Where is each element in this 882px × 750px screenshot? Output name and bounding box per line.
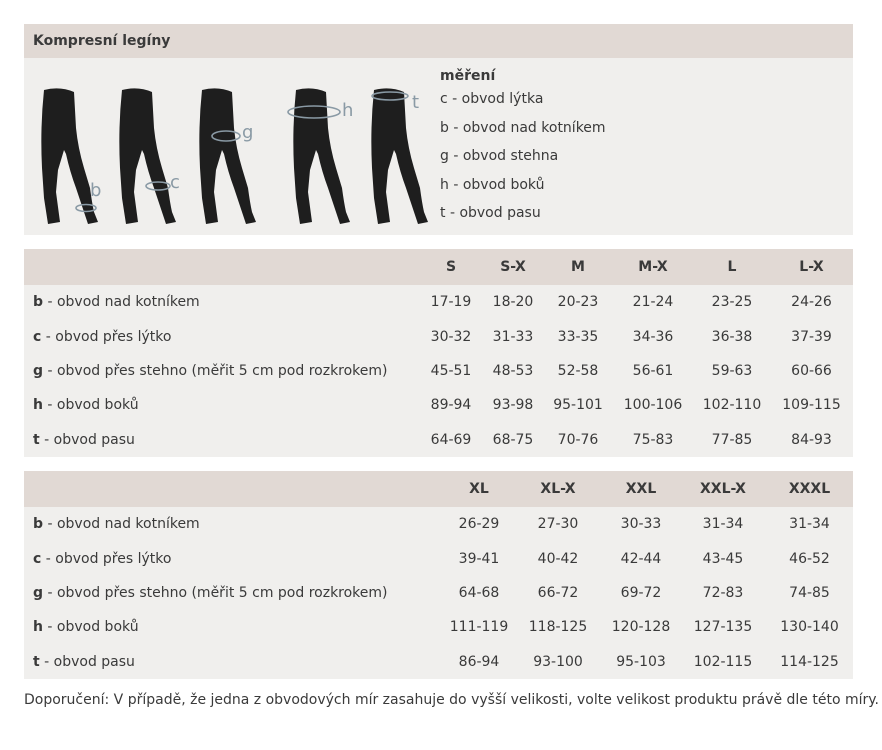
table-cell: 75-83: [632, 431, 674, 448]
table-cell: 74-85: [789, 584, 830, 601]
leg-figure-g: [196, 88, 266, 228]
table-cell: 52-58: [557, 362, 599, 379]
row-label: t - obvod pasu: [33, 431, 135, 448]
table-cell: 56-61: [632, 362, 674, 379]
table-cell: 69-72: [620, 584, 662, 601]
table-cell: 111-119: [449, 619, 509, 636]
table-cell: 43-45: [702, 550, 744, 567]
table-cell: 84-93: [791, 431, 832, 448]
table-cell: 27-30: [537, 516, 579, 533]
table-cell: 127-135: [693, 619, 753, 636]
table-cell: 34-36: [632, 328, 674, 345]
table-row: [24, 645, 853, 679]
leg-figure-c: [116, 88, 186, 228]
table-cell: 93-98: [492, 397, 534, 414]
size-header-cell: S: [445, 259, 457, 275]
table-cell: 100-106: [623, 397, 683, 414]
table-cell: 24-26: [791, 294, 832, 311]
table-row: [24, 319, 853, 353]
section-title: [24, 24, 853, 58]
row-label: c - obvod přes lýtko: [33, 328, 172, 345]
size-header-row: [24, 249, 853, 285]
table-row: [24, 423, 853, 457]
size-header-cell: M-X: [638, 259, 668, 275]
table-cell: 64-69: [430, 431, 472, 448]
size-header-cell: XL: [469, 480, 489, 497]
measurement-legend-title: měření: [440, 68, 496, 84]
size-header-row: [24, 471, 853, 507]
row-label: b - obvod nad kotníkem: [33, 516, 200, 533]
table-cell: 64-68: [458, 584, 500, 601]
table-cell: 60-66: [791, 362, 832, 379]
table-cell: 48-53: [492, 362, 534, 379]
measurement-legend-item: h - obvod boků: [440, 176, 545, 193]
table-cell: 42-44: [620, 550, 662, 567]
table-cell: 31-34: [702, 516, 744, 533]
table-cell: 17-19: [430, 294, 472, 311]
size-chart: [24, 24, 879, 708]
table-cell: 95-103: [616, 653, 666, 670]
size-header-cell: XXL-X: [700, 480, 746, 497]
size-header-cell: XXXL: [788, 480, 831, 497]
measurement-guide: [24, 58, 853, 235]
figure-label-g: g: [242, 122, 254, 143]
table-cell: 37-39: [791, 328, 832, 345]
table-cell: 46-52: [789, 550, 830, 567]
measurement-legend-item: t - obvod pasu: [440, 205, 541, 221]
table-cell: 120-128: [611, 619, 671, 636]
row-label: b - obvod nad kotníkem: [33, 294, 200, 311]
row-label: h - obvod boků: [33, 619, 139, 636]
table-cell: 102-115: [693, 653, 753, 670]
table-cell: 18-20: [492, 294, 534, 311]
table-cell: 30-33: [620, 516, 662, 533]
section-title-text: Kompresní legíny: [33, 33, 171, 49]
figure-label-c: c: [170, 172, 180, 193]
table-cell: 68-75: [492, 431, 534, 448]
recommendation-note: Doporučení: V případě, že jedna z obvodových mír zasahuje do vyšší velikosti, volte velikost produktu právě dle této míry.: [24, 691, 879, 708]
table-row: [24, 610, 853, 644]
table-cell: 93-100: [533, 653, 583, 670]
size-header-cell: L: [727, 259, 737, 275]
leg-figure-b: [38, 88, 108, 228]
table-cell: 70-76: [557, 431, 599, 448]
figure-label-b: b: [90, 180, 102, 201]
table-cell: 40-42: [537, 550, 579, 567]
leg-figure-h: [274, 88, 364, 228]
table-cell: 77-85: [711, 431, 753, 448]
table-cell: 114-125: [780, 653, 839, 670]
table-cell: 89-94: [430, 397, 472, 414]
measurement-legend: [440, 67, 606, 228]
table-cell: 95-101: [553, 397, 603, 414]
figure-label-t: t: [412, 92, 420, 113]
figure-label-h: h: [342, 100, 354, 121]
table-row: [24, 541, 853, 575]
table-cell: 86-94: [458, 653, 500, 670]
table-cell: 31-33: [492, 328, 534, 345]
row-label: t - obvod pasu: [33, 653, 135, 670]
table-cell: 31-34: [789, 516, 830, 533]
row-label: g - obvod přes stehno (měřit 5 cm pod rozkrokem): [33, 362, 388, 379]
measurement-legend-item: b - obvod nad kotníkem: [440, 119, 606, 136]
table-cell: 72-83: [702, 584, 744, 601]
table-row: [24, 576, 853, 610]
size-header-cell: M: [571, 259, 585, 275]
table-cell: 109-115: [782, 397, 841, 414]
table-cell: 23-25: [711, 294, 753, 311]
size-table-large: [24, 471, 853, 679]
row-label: c - obvod přes lýtko: [33, 550, 172, 567]
table-cell: 66-72: [537, 584, 579, 601]
table-cell: 33-35: [557, 328, 599, 345]
table-cell: 102-110: [702, 397, 762, 414]
table-cell: 118-125: [528, 619, 588, 636]
table-cell: 21-24: [632, 294, 674, 311]
table-cell: 130-140: [780, 619, 839, 636]
size-header-cell: S-X: [500, 259, 526, 275]
table-cell: 20-23: [557, 294, 599, 311]
header-empty-cell: [24, 471, 444, 507]
table-row: [24, 507, 853, 541]
table-cell: 59-63: [711, 362, 753, 379]
size-header-cell: XL-X: [540, 480, 576, 497]
measurement-legend-item: g - obvod stehna: [440, 148, 559, 164]
table-row: [24, 285, 853, 319]
size-table-small: [24, 249, 853, 457]
size-header-cell: L-X: [799, 259, 824, 275]
table-cell: 36-38: [711, 328, 753, 345]
table-cell: 30-32: [430, 328, 472, 345]
measurement-legend-item: c - obvod lýtka: [440, 91, 544, 107]
leg-figure-t: [368, 88, 438, 228]
size-header-cell: XXL: [625, 480, 657, 497]
row-label: g - obvod přes stehno (měřit 5 cm pod rozkrokem): [33, 584, 388, 601]
table-cell: 39-41: [458, 550, 500, 567]
table-row: [24, 354, 853, 388]
table-cell: 45-51: [430, 362, 472, 379]
table-cell: 26-29: [458, 516, 500, 533]
table-row: [24, 388, 853, 422]
leg-figures: [38, 88, 438, 228]
header-empty-cell: [24, 249, 420, 285]
row-label: h - obvod boků: [33, 397, 139, 414]
